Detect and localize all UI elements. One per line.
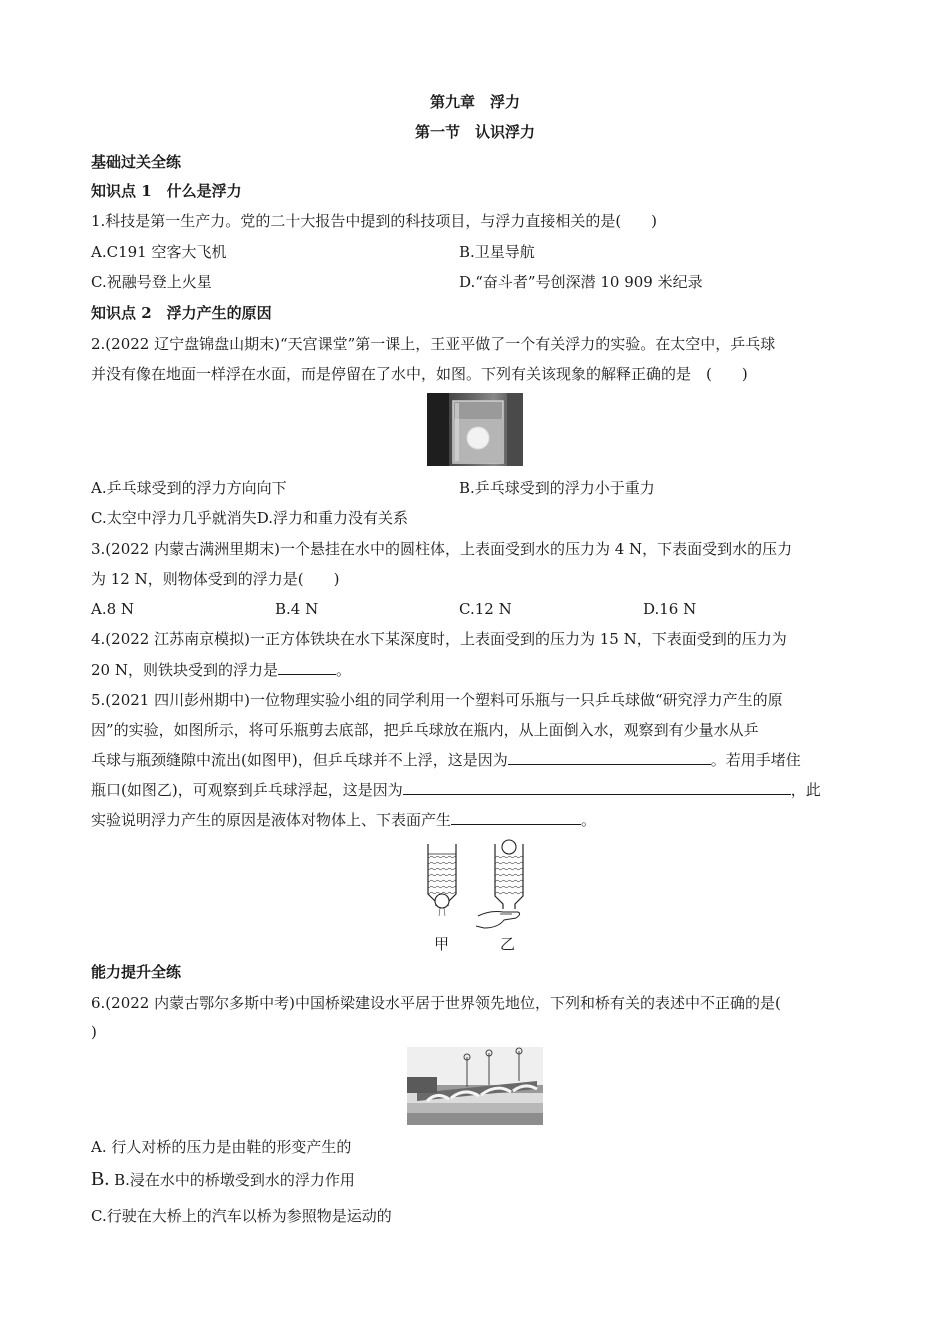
- q5-text-part4b: ，此: [790, 781, 821, 799]
- part-heading-basic: 基础过关全练: [91, 153, 182, 171]
- q5-text-part5b: 。: [581, 811, 597, 829]
- knowledge-point-1: 知识点 1 什么是浮力: [91, 182, 242, 200]
- q5-stem-line2: 因”的实验，如图所示，将可乐瓶剪去底部，把乒乓球放在瓶内，从上面倒入水，观察到有少量水从乒: [91, 721, 759, 739]
- q5-answer-blank-3[interactable]: [451, 810, 581, 825]
- q5-answer-blank-2[interactable]: [403, 780, 791, 795]
- q2-option-b: B.乒乓球受到的浮力小于重力: [459, 479, 655, 497]
- figure-label-yi: 乙: [500, 935, 516, 953]
- q3-option-b: B.4 N: [275, 600, 319, 618]
- q6-stem-line1: 6.(2022 内蒙古鄂尔多斯中考)中国桥梁建设水平居于世界领先地位，下列和桥有关的表述中不正确的是(: [91, 994, 781, 1012]
- q6-stem-line2: ): [91, 1023, 97, 1041]
- bottle-yi: [476, 840, 523, 928]
- q5-stem-line5: [91, 810, 596, 830]
- q4-stem-line2: [91, 660, 351, 680]
- q6-option-b-marker: B.: [91, 1168, 110, 1190]
- q4-answer-blank[interactable]: [278, 660, 336, 675]
- q1-option-d: D.“奋斗者”号创深潜 10 909 米纪录: [459, 273, 703, 291]
- q2-options-cd: C.太空中浮力几乎就消失D.浮力和重力没有关系: [91, 509, 408, 527]
- chapter-title: 第九章 浮力: [429, 93, 520, 111]
- q1-option-a: A.C191 空客大飞机: [91, 243, 227, 261]
- q5-stem-line4: [91, 780, 821, 800]
- ping-pong-in-space-photo: [427, 393, 523, 466]
- part-heading-advanced: 能力提升全练: [91, 963, 182, 981]
- bottle-jia: [428, 844, 456, 916]
- q4-text-before-blank: 20 N，则铁块受到的浮力是: [91, 661, 278, 679]
- q3-stem-line1: 3.(2022 内蒙古满洲里期末)一个悬挂在水中的圆柱体，上表面受到水的压力为 4 N，下表面受到水的压力: [91, 540, 793, 558]
- q6-option-b-text: B.浸在水中的桥墩受到水的浮力作用: [109, 1171, 355, 1189]
- q3-option-a: A.8 N: [91, 600, 135, 618]
- q3-option-c: C.12 N: [459, 600, 512, 618]
- q3-option-d: D.16 N: [643, 600, 697, 618]
- q2-stem-line1: 2.(2022 辽宁盘锦盘山期末)“天宫课堂”第一课上，王亚平做了一个有关浮力的实验。在太空中，乒乓球: [91, 335, 776, 353]
- q6-option-b: [91, 1169, 355, 1190]
- q5-text-part4a: 瓶口(如图乙)，可观察到乒乓球浮起，这是因为: [91, 781, 403, 799]
- bridge-photo: [407, 1047, 543, 1125]
- q5-text-part3a: 乓球与瓶颈缝隙中流出(如图甲)，但乒乓球并不上浮，这是因为: [91, 751, 508, 769]
- q4-text-after-blank: 。: [335, 661, 351, 679]
- q5-stem-line1: 5.(2021 四川彭州期中)一位物理实验小组的同学利用一个塑料可乐瓶与一只乒乓球做“研究浮力产生的原: [91, 691, 783, 709]
- q6-option-a: A. 行人对桥的压力是由鞋的形变产生的: [91, 1138, 352, 1156]
- q2-stem-line2: 并没有像在地面一样浮在水面，而是停留在了水中，如图。下列有关该现象的解释正确的是 ( ): [91, 365, 748, 383]
- q1-stem: 1.科技是第一生产力。党的二十大报告中提到的科技项目，与浮力直接相关的是( ): [91, 212, 658, 230]
- q2-option-a: A.乒乓球受到的浮力方向向下: [91, 479, 287, 497]
- q5-answer-blank-1[interactable]: [508, 750, 711, 765]
- bottle-experiment-diagram: [400, 836, 550, 954]
- q4-stem-line1: 4.(2022 江苏南京模拟)一正方体铁块在水下某深度时，上表面受到的压力为 15 N，下表面受到的压力为: [91, 630, 787, 648]
- q6-option-c: C.行驶在大桥上的汽车以桥为参照物是运动的: [91, 1207, 392, 1225]
- q1-option-b: B.卫星导航: [459, 243, 535, 261]
- q5-stem-line3: [91, 750, 801, 770]
- q5-text-part3b: 。若用手堵住: [710, 751, 801, 769]
- q1-option-c: C.祝融号登上火星: [91, 273, 212, 291]
- figure-label-jia: 甲: [434, 935, 450, 953]
- q3-stem-line2: 为 12 N，则物体受到的浮力是( ): [91, 570, 340, 588]
- section-title: 第一节 认识浮力: [414, 123, 535, 141]
- q5-text-part5a: 实验说明浮力产生的原因是液体对物体上、下表面产生: [91, 811, 452, 829]
- knowledge-point-2: 知识点 2 浮力产生的原因: [91, 304, 272, 322]
